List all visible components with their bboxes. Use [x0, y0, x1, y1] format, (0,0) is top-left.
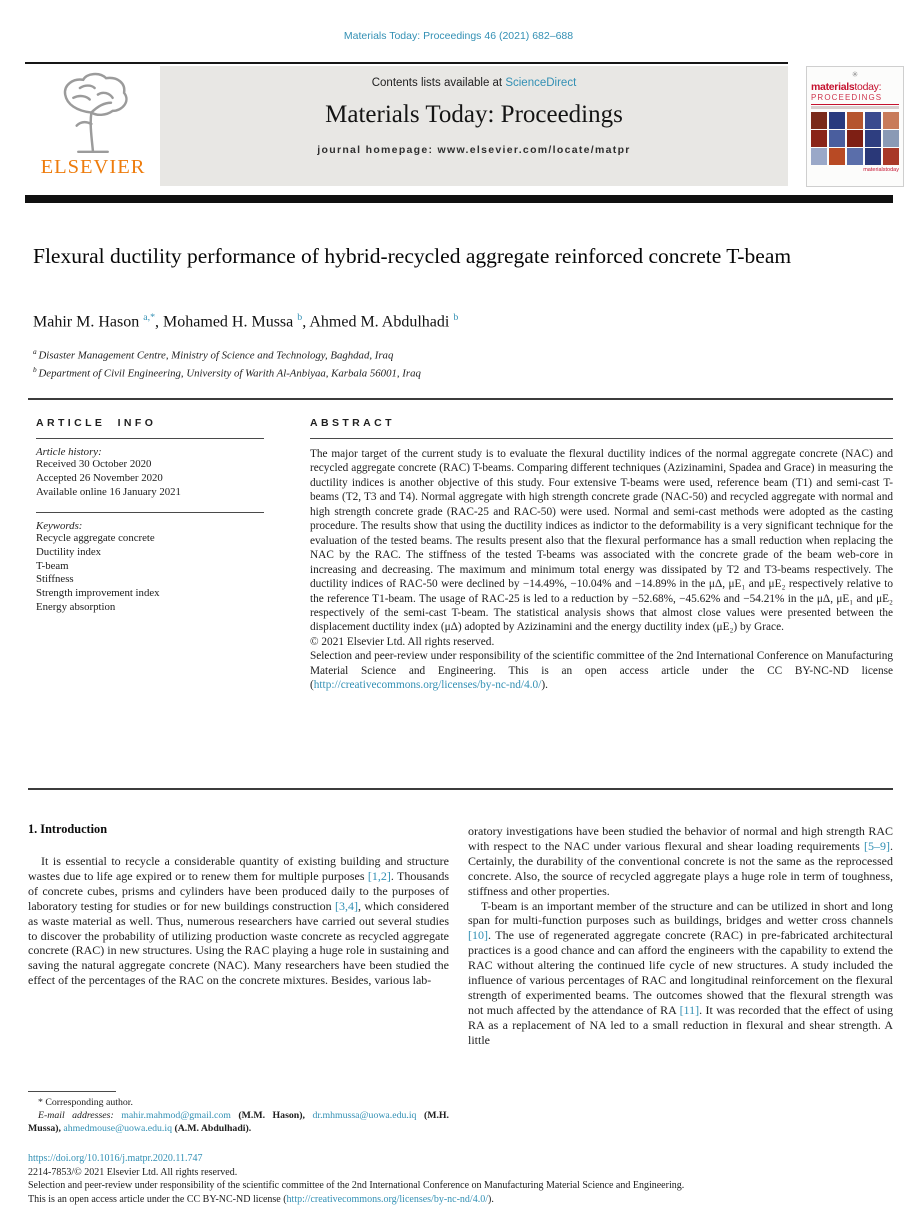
right-column — [468, 824, 893, 1048]
cover-image-grid — [811, 112, 899, 165]
text-link[interactable]: a,* — [143, 312, 156, 323]
cover-tile — [847, 148, 863, 165]
intro-paragraph-right-1 — [468, 824, 893, 899]
text-link[interactable]: b — [453, 312, 459, 323]
homepage-line — [160, 144, 788, 156]
cover-tile — [829, 130, 845, 147]
issn-copyright-line: 2214-7853/© 2021 Elsevier Ltd. All rights reserved. — [28, 1166, 238, 1178]
text-link[interactable]: mahir.mahmod@gmail.com — [121, 1109, 231, 1121]
page-footer — [28, 1152, 896, 1206]
journal-title: Materials Today: Proceedings — [325, 101, 623, 128]
email-addresses-line — [28, 1110, 449, 1136]
cover-tile — [865, 112, 881, 129]
keyword-entry: T-beam — [36, 559, 69, 572]
text-run: This is an open access article under the CC BY-NC-ND license ( — [28, 1193, 287, 1205]
cover-tile — [847, 130, 863, 147]
corresponding-author-footnote — [28, 1091, 449, 1135]
text-run: (M.M. Hason), — [230, 1109, 313, 1121]
text-run: a — [33, 347, 39, 356]
info-abstract-top-rule — [28, 398, 893, 400]
text-run: . The use of regenerated aggregate concrete (RAC) in pre-fabricated architectural practices is a good chance and can afford the engineers with the capability to extend the RAC without altering the continued life cycle of new structures. A study included the influence of various percentages of RAC and longitudinal reinforcement on the flexural strength of experimented beams. The outcomes showed that the flexural strength was not much affected by the attendance of RA — [468, 928, 893, 1017]
text-run: T-beam is an important member of the structure and can be utilized in short and long span for multi-function purposes such as buildings, bridges and wetter cross channels — [468, 898, 893, 928]
text-run: Disaster Management Centre, Ministry of Science and Technology, Baghdad, Iraq — [38, 349, 394, 362]
history-entry: Accepted 26 November 2020 — [36, 471, 163, 484]
header-top-rule — [25, 62, 788, 64]
abstract-license-note — [310, 649, 893, 692]
abstract-heading: ABSTRACT — [310, 417, 395, 429]
text-run: b — [33, 365, 39, 375]
text-link[interactable]: [1,2] — [367, 868, 391, 883]
doi-link[interactable]: https://doi.org/10.1016/j.matpr.2020.11.747 — [28, 1153, 203, 1164]
text-run: oratory investigations have been studied the behavior of normal and high strength RAC with respect to the NAC under various flexural and shear loading requirements — [468, 824, 893, 853]
article-info-column — [36, 417, 264, 615]
keyword-entry: Energy absorption — [36, 601, 116, 614]
intro-paragraph-right-2 — [468, 899, 893, 1048]
cover-fineprint — [811, 106, 899, 109]
elsevier-tree-icon — [43, 70, 143, 160]
text-run: Mahir M. Hason — [33, 313, 144, 331]
cover-tile — [865, 148, 881, 165]
text-link[interactable]: [3,4] — [334, 898, 358, 913]
text-run: , Ahmed M. Abdulhadi — [302, 313, 454, 331]
text-link[interactable]: dr.mhmussa@uowa.edu.iq — [312, 1109, 417, 1121]
text-run: ). — [487, 1193, 494, 1205]
cover-tile — [811, 112, 827, 129]
contents-prefix: Contents lists available at — [371, 77, 506, 89]
text-run: ). — [541, 679, 548, 692]
cover-tile — [829, 112, 845, 129]
journal-header-box — [160, 66, 788, 186]
text-run: , Mohamed H. Mussa — [155, 313, 298, 331]
abstract-rule — [310, 438, 893, 439]
header-bottom-bar — [25, 195, 893, 203]
cover-brand — [811, 82, 899, 93]
elsevier-logo — [30, 70, 156, 179]
corresponding-author-line: * Corresponding author. — [38, 1097, 133, 1108]
keyword-entry: Strength improvement index — [36, 587, 160, 600]
text-run: (M.H. Mussa), — [28, 1109, 449, 1134]
author-line — [33, 312, 878, 331]
text-link[interactable]: [5–9] — [864, 838, 890, 853]
abstract-copyright: © 2021 Elsevier Ltd. All rights reserved. — [310, 635, 495, 648]
abstract-body: The major target of the current study is to evaluate the flexural ductility indices of the normal aggregate concrete (NAC) and recycled aggregate concrete (RAC) T-beams. Comparing different techniques (Azizinamini, Spadea and Grace) in measuring the ductility indices is another objective of this study. Four extensive T-beams were used, reference beam (T1) and semi-cast T-beams (T2, T3 and T4). Normal aggregate with high strength concrete grade (NAC-50) and recycled aggregate with normal and high strength concrete grade (RAC-25 and RAC-50) were used. Normal and semi-cast methods were adopted as the casting procedure. The results show that using the ductility indices as indictor to the deformability is a very significant technique for the evaluation of the tested beams. The results present also that the flexural performance has a small reduction when replacing the NAC by the RAC. The stiffness of the tested T-beams was associated with the concrete grade of the beam web-core in increasing and decreasing. The maximum and minimum total energy was dissipated by T2 and T3-beams respectively. The ductility indices of RAC-50 were declined by −14.49%, −10.04% and −14.89% in the μΔ, μE₁ and μE₂ respectively relative to the reference T1-beam. The usage of RAC-25 is led to a reduction by −52.68%, −45.62% and −54.21% in the μΔ, μE₁ and μE₂ respectively of the semi-cast T-beam. The statistical analysis shows that almost close values were presented between the displacement ductility index (μΔ) adopted by Azizinamini and the energy ductility index (μE₂) by Grace. — [310, 448, 893, 634]
keyword-entry: Ductility index — [36, 545, 102, 558]
cover-tile — [883, 130, 899, 147]
journal-citation: Materials Today: Proceedings 46 (2021) 682–688 — [343, 30, 574, 42]
left-column — [28, 822, 449, 988]
cover-brand-bold: materials — [811, 81, 855, 93]
keywords-list — [36, 532, 264, 615]
text-run: E-mail addresses: — [38, 1109, 122, 1121]
history-list — [36, 458, 264, 500]
intro-paragraph-left — [28, 854, 449, 988]
elsevier-mark-icon: ✳ — [851, 70, 859, 79]
cover-footer-text: materialstoday — [863, 166, 899, 173]
cover-brand-light: today: — [854, 81, 882, 93]
cover-rule — [811, 104, 899, 105]
selection-line: Selection and peer-review under responsibility of the scientific committee of the 2nd International Conference on Manufacturing Material Science and Engineering. — [28, 1180, 685, 1192]
cover-tile — [811, 148, 827, 165]
keywords-label: Keywords: — [36, 519, 83, 532]
text-link[interactable]: b — [297, 312, 303, 323]
affiliations — [33, 345, 878, 381]
cover-tile — [865, 130, 881, 147]
text-link[interactable]: [11] — [679, 1002, 700, 1017]
abstract-column — [310, 417, 893, 693]
keywords-rule — [36, 512, 264, 513]
elsevier-wordmark: ELSEVIER — [40, 156, 146, 178]
affiliation-a — [33, 345, 878, 363]
article-info-rule — [36, 438, 264, 439]
article-title: Flexural ductility performance of hybrid-recycled aggregate reinforced concrete T-beam — [33, 244, 792, 268]
cover-tile — [829, 148, 845, 165]
text-run: (A.M. Abdulhadi). — [172, 1122, 252, 1134]
journal-cover-thumbnail — [806, 66, 904, 187]
text-link[interactable]: [10] — [468, 928, 488, 943]
text-run: Department of Civil Engineering, University of Warith Al-Anbiyaa, Karbala 56001, Iraq — [38, 367, 421, 380]
affiliation-b — [33, 363, 878, 381]
contents-line — [160, 77, 788, 89]
text-run: . Thousands of concrete cubes, prisms and cylinders have been produced daily to the purposes of laboratory testing for studies or for new buildings construction — [28, 868, 450, 913]
text-run: Selection and peer-review under responsibility of the scientific committee of the 2nd International Conference on Manufacturing Material Science and Engineering. This is an open access article under the CC BY-NC-ND license ( — [310, 650, 893, 692]
homepage-url-link[interactable]: www.elsevier.com/locate/matpr — [437, 144, 631, 156]
abstract-bottom-rule — [28, 788, 893, 790]
text-run: It is essential to recycle a considerable quantity of existing building and structure wastes due to life age expired or to renew them for multiple purposes — [28, 854, 449, 883]
keyword-entry: Recycle aggregate concrete — [36, 531, 155, 544]
cover-tile — [811, 130, 827, 147]
footnote-rule — [28, 1091, 116, 1092]
cover-tile — [847, 112, 863, 129]
text-run: . Certainly, the durability of the conventional concrete is not the same as the reprocessed concrete. Also, the source of recycled aggregate plays a huge role in term of toughness, stiffness and other properties. — [468, 838, 893, 898]
text-link[interactable]: ahmedmouse@uowa.edu.iq — [63, 1122, 172, 1134]
homepage-label: journal homepage: — [317, 144, 438, 156]
history-label: Article history: — [36, 446, 102, 458]
sciencedirect-link[interactable]: ScienceDirect — [505, 77, 577, 89]
cover-tile — [883, 148, 899, 165]
history-entry: Available online 16 January 2021 — [36, 485, 181, 498]
article-info-heading: ARTICLE INFO — [36, 417, 157, 429]
text-run: , which considered as waste material as well. Thus, numerous researchers have carried out several studies to discover the probability of utilizing production waste concrete as recycled aggregate concrete (RAC) in new structures. Using the RAC playing a huge role in sustaining and saving the natural aggregate concrete (NAC). Many researchers have been studied the effect of the percentages of the RAC on the concrete mixtures. Besides, various lab- — [28, 898, 449, 988]
text-run: . It was recorded that the effect of using RA as a replacement of NA led to a small reduction in flexural and shear strength. A little — [468, 1002, 893, 1047]
text-link[interactable]: http://creativecommons.org/licenses/by-nc-nd/4.0/ — [313, 679, 542, 692]
introduction-heading: 1. Introduction — [28, 822, 108, 836]
open-access-line — [28, 1193, 896, 1207]
keyword-entry: Stiffness — [36, 573, 74, 586]
text-link[interactable]: http://creativecommons.org/licenses/by-nc-nd/4.0/ — [286, 1193, 488, 1205]
history-entry: Received 30 October 2020 — [36, 458, 152, 470]
cover-subtitle: PROCEEDINGS — [811, 93, 883, 102]
cover-tile — [883, 112, 899, 129]
